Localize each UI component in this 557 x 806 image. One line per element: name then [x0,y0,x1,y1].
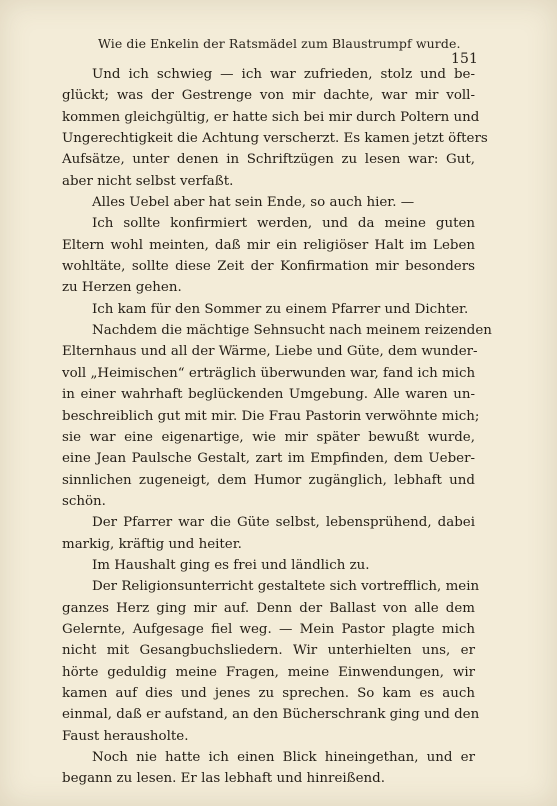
text-line: ganzes Herz ging mir auf. Denn der Ballast von alle dem [62,600,475,616]
running-head-title: Wie die Enkelin der Ratsmädel zum Blaustrumpf wurde. [98,36,461,51]
text-line: Faust herausholte. [62,728,189,744]
text-line: sinnlichen zugeneigt, dem Humor zugänglich, lebhaft und [62,472,475,488]
body-text [62,64,492,790]
text-line: Elternhaus und all der Wärme, Liebe und Güte, dem wunder- [62,344,478,360]
text-line: Ungerechtigkeit die Achtung verscherzt. Es kamen jetzt öfters [62,131,488,147]
page-number: 151 [450,51,478,67]
text-line: begann zu lesen. Er las lebhaft und hinreißend. [62,771,385,787]
text-line: Aufsätze, unter denen in Schriftzügen zu lesen war: Gut, [62,152,475,168]
text-line: Ich sollte konfirmiert werden, und da meine guten [92,216,475,232]
text-line: Gelernte, Aufgesage fiel weg. — Mein Pastor plagte mich [62,621,475,637]
paragraph [62,512,475,555]
paragraph [62,299,475,320]
text-line: nicht mit Gesangbuchsliedern. Wir unterhielten uns, er [62,643,475,659]
text-line: zu Herzen gehen. [62,280,182,296]
text-line: aber nicht selbst verfaßt. [62,173,234,189]
text-line: glückt; was der Gestrenge von mir dachte, war mir voll- [62,88,475,104]
text-line: eine Jean Paulsche Gestalt, zart im Empfinden, dem Ueber- [62,451,475,467]
text-line: wohltäte, sollte diese Zeit der Konfirmation mir besonders [62,259,475,275]
text-line: Alles Uebel aber hat sein Ende, so auch hier. — [92,195,415,211]
text-line: voll „Heimischen“ erträglich überwunden war, fand ich mich [62,365,476,381]
text-line: Im Haushalt ging es frei und ländlich zu. [92,557,370,573]
text-line: beschreiblich gut mit mir. Die Frau Pastorin verwöhnte mich; [62,408,480,424]
text-line: Noch nie hatte ich einen Blick hineingethan, und er [92,750,475,765]
text-line: sie war eine eigenartige, wie mir später bewußt wurde, [62,429,475,445]
text-line: in einer wahrhaft beglückenden Umgebung. Alle waren un- [62,387,475,403]
paragraph [62,320,492,512]
text-line: Nachdem die mächtige Sehnsucht nach meinem reizenden [92,323,492,339]
paragraph [62,213,475,298]
paragraph [62,576,480,747]
text-line: Der Pfarrer war die Güte selbst, lebensprühend, dabei [92,515,475,531]
text-line: kamen auf dies und jenes zu sprechen. So kam es auch [62,685,475,701]
text-line: schön. [62,493,106,509]
paragraph [62,747,475,790]
text-line: kommen gleichgültig, er hatte sich bei mir durch Poltern und [62,109,480,125]
text-line: Der Religionsunterricht gestaltete sich vortrefflich, mein [92,579,480,595]
text-line: Eltern wohl meinten, daß mir ein religiöser Halt im Leben [62,237,475,253]
text-line: einmal, daß er aufstand, an den Bücherschrank ging und den [62,707,480,723]
paragraph [62,64,488,192]
paragraph [62,192,475,213]
text-line: Ich kam für den Sommer zu einem Pfarrer und Dichter. [92,301,469,317]
running-head [98,36,478,67]
text-line: Und ich schwieg — ich war zufrieden, stolz und be- [92,67,475,82]
paragraph [62,555,475,576]
text-line: markig, kräftig und heiter. [62,536,242,552]
text-line: hörte geduldig meine Fragen, meine Einwendungen, wir [62,664,475,680]
